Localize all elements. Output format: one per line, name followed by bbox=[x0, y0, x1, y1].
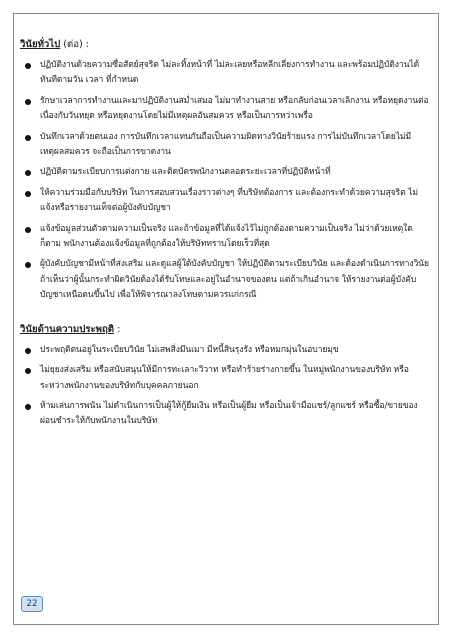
list-item bbox=[20, 130, 432, 161]
list-item-text: ปฏิบัติตามระเบียบการแต่งกาย และติดบัตรพนักงานตลอดระยะเวลาที่ปฏิบัติหน้าที่ bbox=[40, 167, 331, 178]
list-item bbox=[20, 257, 432, 303]
list-item-text: ให้ความร่วมมือกับบริษัท ในการสอบสวนเรื่องราวต่างๆ ที่บริษัทต้องการ และต้องกระทำด้วยความสุจริต ไม่แจ้งหรือรายงานเท็จต่อผู้บังคับบัญชา bbox=[40, 187, 418, 214]
list-item bbox=[20, 343, 432, 358]
list-item-text: รักษาเวลาการทำงานและมาปฏิบัติงานสม่ำเสมอ ไม่มาทำงานสาย หรือกลับก่อนเวลาเลิกงาน หรือหยุดงานต่อเนื่องกับวันหยุด หรือหยุดงานโดยไม่มีเหตุผลอันสมควร หรือเป็นการหว่าเพรื่อ bbox=[40, 95, 429, 122]
section-heading-general bbox=[20, 38, 432, 52]
list-item-text: ผู้บังคับบัญชามีหน้าที่ส่งเสริม และดูแลผู้ใต้บังคับบัญชา ให้ปฏิบัติตามระเบียบวินัย และต้องดำเนินการทางวินัย ถ้าเห็นว่าผู้นั้นกระทำผิดวินัยต้องได้รับโทษและอยู่ในอำนาจของตน แต่ถ้าเกินอำนาจ ให้รายงานต่อผู้บังคับบัญชาเหนือตนขึ้นไป เพื่อให้พิจารณาลงโทษตามควรแก่กรณี bbox=[40, 259, 429, 301]
section-title: วินัยด้านความประพฤติ bbox=[20, 323, 115, 335]
list-item-text: ประพฤติตนอยู่ในระเบียบวินัย ไม่เสพสิ่งมึนเมา มีหนี้สินรุงรัง หรือหมกมุ่นในอบายมุข bbox=[40, 344, 339, 355]
bullet-icon bbox=[25, 227, 31, 233]
section-heading-conduct bbox=[20, 323, 432, 337]
list-item bbox=[20, 186, 432, 217]
section-title: วินัยทั่วไป bbox=[20, 39, 61, 50]
list-item bbox=[20, 363, 432, 394]
bullet-icon bbox=[25, 170, 31, 176]
conduct-discipline-list bbox=[20, 343, 432, 430]
bullet-icon bbox=[25, 63, 31, 69]
bullet-icon bbox=[25, 191, 31, 197]
section-suffix: : bbox=[114, 323, 121, 335]
list-item-text: แจ้งข้อมูลส่วนตัวตามความเป็นจริง และถ้าข้อมูลที่ได้แจ้งไว้ไม่ถูกต้องตามความเป็นจริง ไม่ว่าด้วยเหตุใดก็ตาม พนักงานต้องแจ้งข้อมูลที่ถูกต้องให้บริษัททราบโดยเร็วที่สุด bbox=[40, 223, 413, 250]
bullet-icon bbox=[25, 368, 31, 374]
bullet-icon bbox=[25, 262, 31, 268]
list-item bbox=[20, 399, 432, 430]
list-item-text: ห้ามเล่นการพนัน ไม่ดำเนินการเป็นผู้ให้กู้ยืมเงิน หรือเป็นผู้ยืม หรือเป็นเจ้ามือแชร์/ลูกแชร์ หรือซื้อ/ขายของผ่อนชำระให้กับพนักงานในบริษัท bbox=[40, 400, 418, 427]
list-item-text: บันทึกเวลาด้วยตนเอง การบันทึกเวลาแทนกันถือเป็นความผิดทางวินัยร้ายแรง การไม่บันทึกเวลาโดยไม่มีเหตุผลสมควร จะถือเป็นการขาดงาน bbox=[40, 131, 412, 158]
list-item bbox=[20, 222, 432, 253]
list-item bbox=[20, 165, 432, 180]
section-suffix: (ต่อ) : bbox=[60, 39, 90, 50]
bullet-icon bbox=[25, 348, 31, 354]
list-item-text: ปฏิบัติงานด้วยความซื่อสัตย์สุจริต ไม่ละทิ้งหน้าที่ ไม่ละเลยหรือหลีกเลี่ยงการทำงาน และพร้อมปฏิบัติงานได้ทันทีตามวัน เวลา ที่กำหนด bbox=[40, 60, 420, 86]
section-gap bbox=[20, 309, 432, 323]
general-discipline-list bbox=[20, 58, 432, 304]
page-number: 22 bbox=[21, 596, 43, 612]
list-item-text: ไม่ยุยงส่งเสริม หรือสนับสนุนให้มีการทะเลาะวิวาท หรือทำร้ายร่างกายขึ้น ในหมู่พนักงานของบริษัท หรือระหว่างพนักงานของบริษัทกับบุคคลภายนอก bbox=[40, 365, 409, 391]
bullet-icon bbox=[25, 135, 31, 141]
list-item bbox=[20, 94, 432, 125]
document-body bbox=[20, 38, 432, 435]
list-item bbox=[20, 58, 432, 89]
bullet-icon bbox=[25, 404, 31, 410]
bullet-icon bbox=[25, 99, 31, 105]
